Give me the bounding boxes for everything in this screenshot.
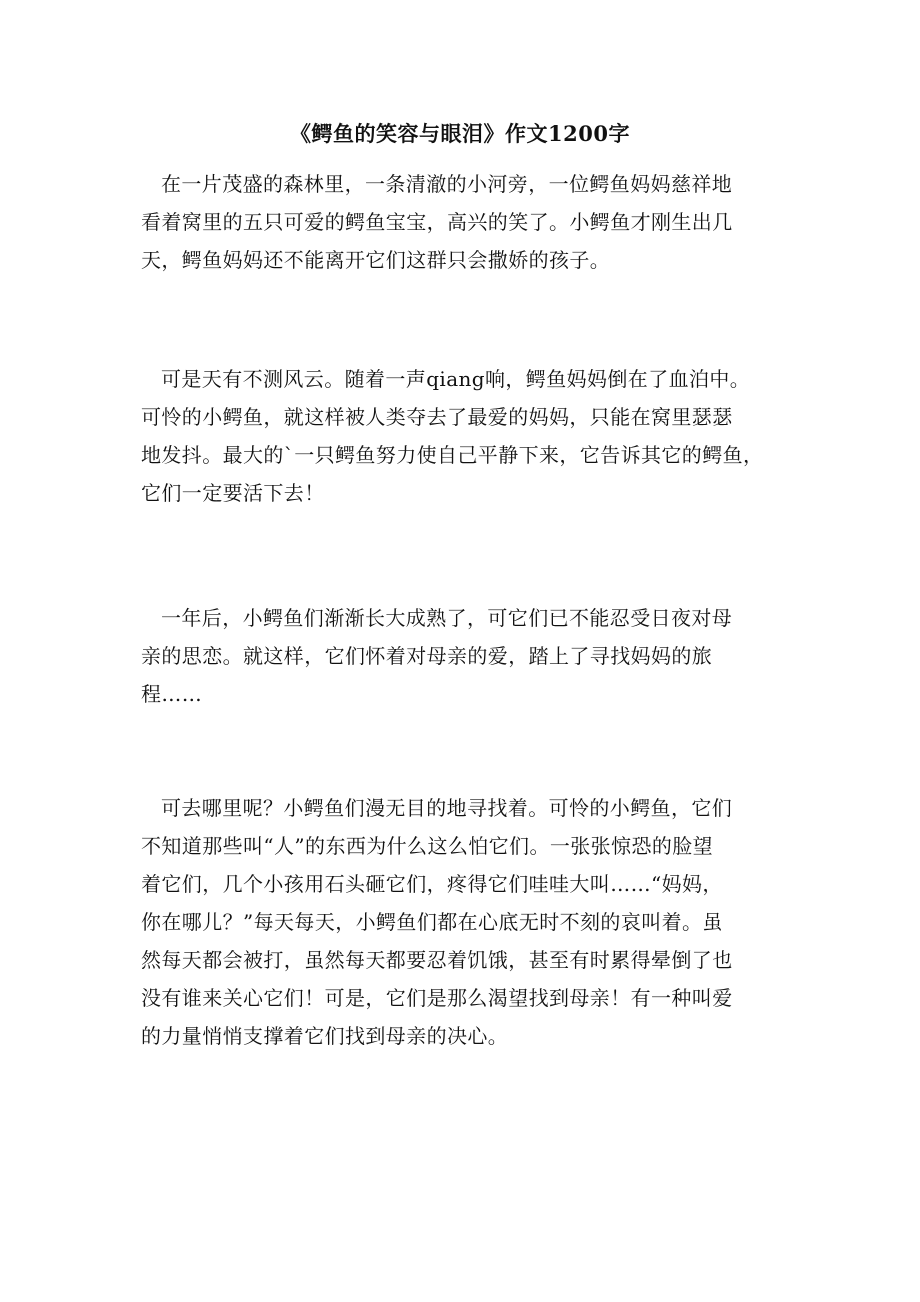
paragraph-line: 然每天都会被打，虽然每天都要忍着饥饿，甚至有时累得晕倒了也 bbox=[141, 948, 733, 972]
paragraph-line: 一年后，小鳄鱼们渐渐长大成熟了，可它们已不能忍受日夜对母 bbox=[161, 606, 733, 630]
paragraph-4 bbox=[141, 789, 801, 1055]
paragraph-line: 亲的思恋。就这样，它们怀着对母亲的爱，踏上了寻找妈妈的旅 bbox=[141, 644, 713, 668]
paragraph-line: 在一片茂盛的森林里，一条清澈的小河旁，一位鳄鱼妈妈慈祥地 bbox=[161, 172, 733, 196]
paragraph-line: 没有谁来关心它们！可是，它们是那么渴望找到母亲！有一种叫爱 bbox=[141, 986, 733, 1010]
paragraph-line: 天，鳄鱼妈妈还不能离开它们这群只会撒娇的孩子。 bbox=[141, 248, 611, 272]
paragraph-line: 可怜的小鳄鱼，就这样被人类夺去了最爱的妈妈，只能在窝里瑟瑟 bbox=[141, 405, 733, 429]
paragraph-3 bbox=[141, 599, 801, 713]
paragraph-line: 可是天有不测风云。随着一声qiang响，鳄鱼妈妈倒在了血泊中。 bbox=[161, 367, 751, 391]
paragraph-line: 看着窝里的五只可爱的鳄鱼宝宝，高兴的笑了。小鳄鱼才刚生出几 bbox=[141, 210, 733, 234]
paragraph-line: 它们一定要活下去！ bbox=[141, 481, 325, 505]
paragraph-line: 可去哪里呢？小鳄鱼们漫无目的地寻找着。可怜的小鳄鱼，它们 bbox=[161, 796, 733, 820]
paragraph-1 bbox=[141, 165, 801, 279]
paragraph-line: 着它们，几个小孩用石头砸它们，疼得它们哇哇大叫……“妈妈， bbox=[141, 872, 723, 896]
paragraph-line: 程…… bbox=[141, 682, 203, 706]
paragraph-line: 地发抖。最大的`一只鳄鱼努力使自己平静下来，它告诉其它的鳄鱼， bbox=[141, 443, 764, 467]
paragraph-2 bbox=[141, 360, 801, 512]
paragraph-line: 不知道那些叫“人”的东西为什么这么怕它们。一张张惊恐的脸望 bbox=[141, 834, 714, 858]
document-title: 《鳄鱼的笑容与眼泪》作文1200字 bbox=[290, 121, 630, 146]
paragraph-line: 的力量悄悄支撑着它们找到母亲的决心。 bbox=[141, 1024, 509, 1048]
paragraph-line: 你在哪儿？”每天每天，小鳄鱼们都在心底无时不刻的哀叫着。虽 bbox=[141, 910, 723, 934]
